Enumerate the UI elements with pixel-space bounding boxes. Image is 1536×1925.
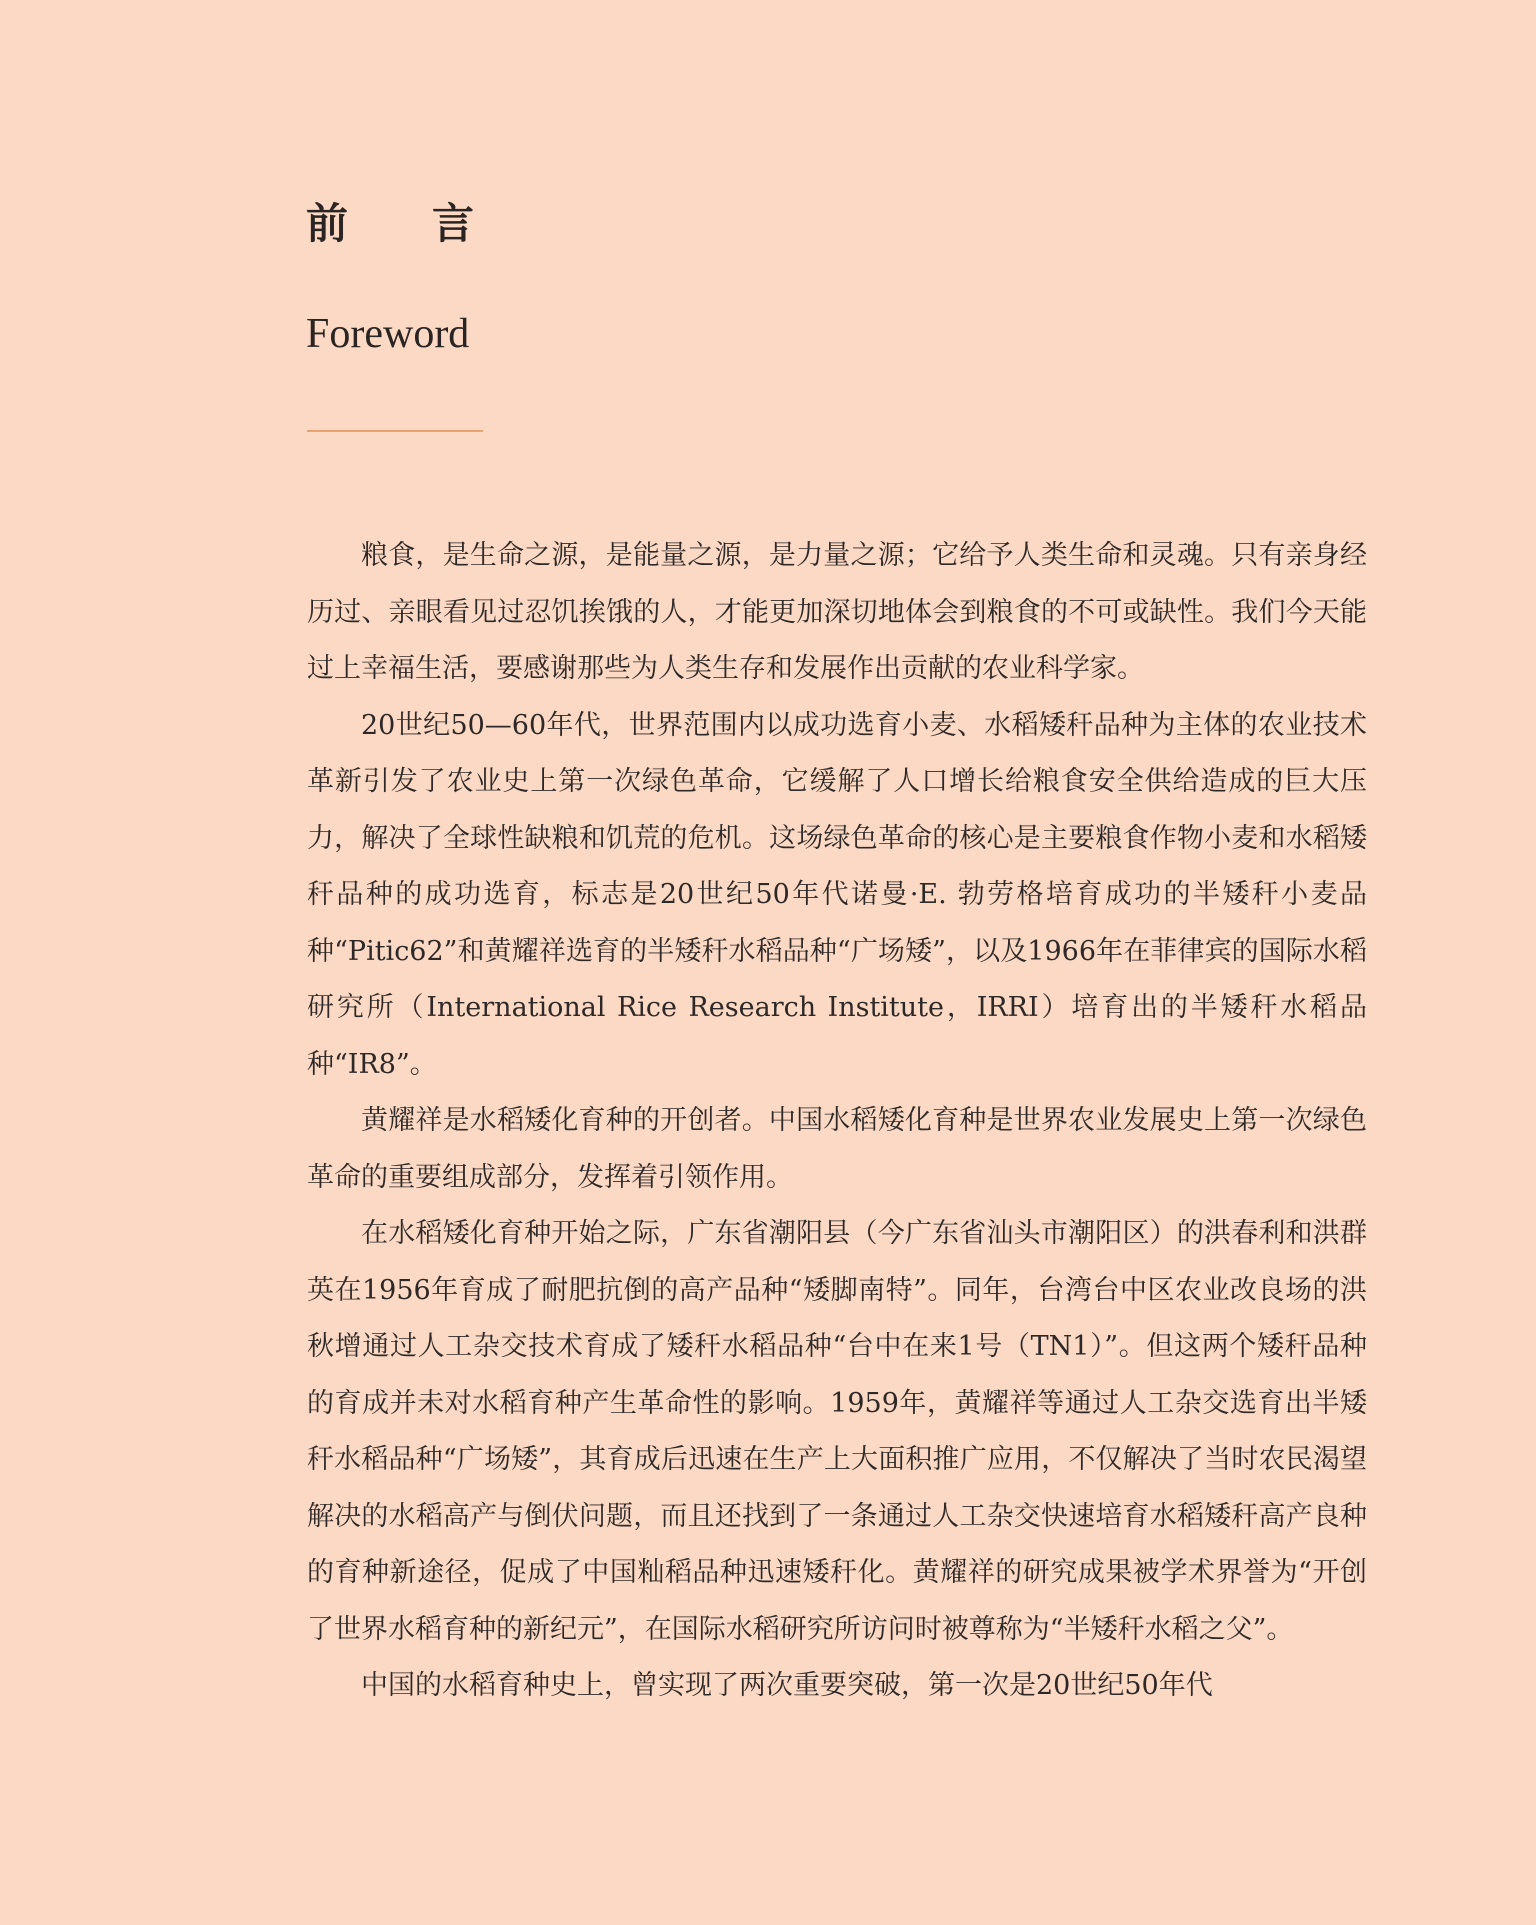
paragraph: 在水稻矮化育种开始之际，广东省潮阳县（今广东省汕头市潮阳区）的洪春利和洪群英在1956年育成了耐肥抗倒的高产品种“矮脚南特”。同年，台湾台中区农业改良场的洪秋增通过人工杂交技术育成了矮秆水稻品种“台中在来1号（TN1）”。但这两个矮秆品种的育成并未对水稻育种产生革命性的影响。1959年，黄耀祥等通过人工杂交选育出半矮秆水稻品种“广场矮”，其育成后迅速在生产上大面积推广应用，不仅解决了当时农民渴望解决的水稻高产与倒伏问题，而且还找到了一条通过人工杂交快速培育水稻矮秆高产良种的育种新途径，促成了中国籼稻品种迅速矮秆化。黄耀祥的研究成果被学术界誉为“开创了世界水稻育种的新纪元”，在国际水稻研究所访问时被尊称为“半矮秆水稻之父”。 [307,1218,1367,1645]
paragraph: 中国的水稻育种史上，曾实现了两次重要突破，第一次是20世纪50年代 [361,1670,1213,1701]
body-text [307,528,1367,1715]
paragraph: 20世纪50—60年代，世界范围内以成功选育小麦、水稻矮秆品种为主体的农业技术革新引发了农业史上第一次绿色革命，它缓解了人口增长给粮食安全供给造成的巨大压力，解决了全球性缺粮和饥荒的危机。这场绿色革命的核心是主要粮食作物小麦和水稻矮秆品种的成功选育，标志是20世纪50年代诺曼·E. 勃劳格培育成功的半矮秆小麦品种“Pitic62”和黄耀祥选育的半矮秆水稻品种“广场矮”，以及1966年在菲律宾的国际水稻研究所（International Rice Research Institute，IRRI）培育出的半矮秆水稻品种“IR8”。 [307,709,1367,1080]
page-title: 前 言 [306,199,475,248]
page-subtitle: Foreword [306,311,470,357]
title-divider [307,430,483,432]
paragraph: 粮食，是生命之源，是能量之源，是力量之源；它给予人类生命和灵魂。只有亲身经历过、亲眼看见过忍饥挨饿的人，才能更加深切地体会到粮食的不可或缺性。我们今天能过上幸福生活，要感谢那些为人类生存和发展作出贡献的农业科学家。 [307,540,1367,684]
paragraph: 黄耀祥是水稻矮化育种的开创者。中国水稻矮化育种是世界农业发展史上第一次绿色革命的重要组成部分，发挥着引领作用。 [307,1105,1367,1193]
